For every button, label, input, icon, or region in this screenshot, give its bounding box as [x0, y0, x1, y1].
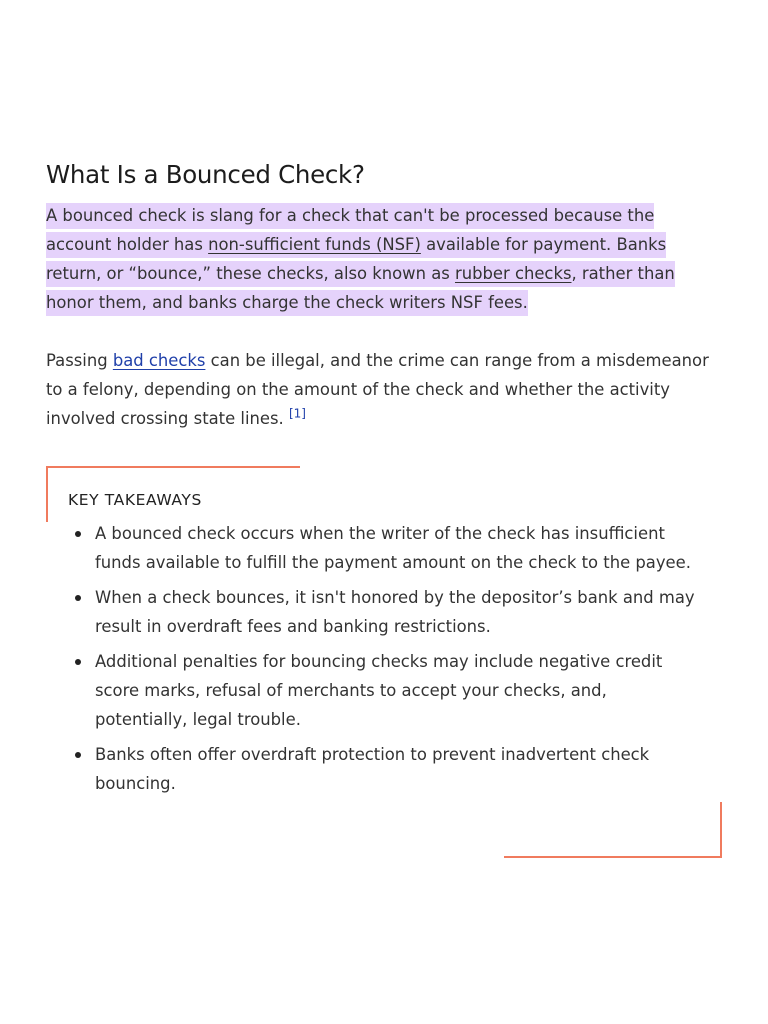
- legal-text-1: Passing: [46, 351, 113, 370]
- legal-text-2: can be illegal, and the crime can range from a misdemeanor to a felony, depending on the amount of the check and whether the activity involved crossing state lines.: [46, 351, 709, 428]
- corner-border-right: [720, 802, 722, 858]
- highlighted-text: [46, 203, 675, 316]
- legal-paragraph: [46, 346, 726, 433]
- key-takeaways-box: [46, 466, 722, 858]
- intro-text-2: available for payment. Banks return, or “bounce,” these checks, also known as: [46, 235, 667, 283]
- list-item: When a check bounces, it isn't honored by the depositor’s bank and may result in overdraft fees and banking restrictions.: [95, 583, 695, 641]
- key-takeaways-list: [95, 519, 695, 804]
- key-takeaways-title: KEY TAKEAWAYS: [68, 491, 202, 509]
- corner-border-left: [46, 466, 48, 522]
- link-bad-checks[interactable]: bad checks: [112, 351, 206, 370]
- intro-text-1: A bounced check is slang for a check that can't be processed because the account holder has: [46, 206, 655, 254]
- link-non-sufficient-funds[interactable]: non-sufficient funds (NSF): [208, 235, 421, 254]
- article-title: What Is a Bounced Check?: [46, 160, 365, 189]
- corner-border-bottom: [504, 856, 722, 858]
- link-rubber-checks[interactable]: rubber checks: [454, 264, 572, 283]
- intro-text-3: , rather than honor them, and banks charge the check writers NSF fees.: [46, 264, 675, 312]
- list-item: A bounced check occurs when the writer of the check has insufficient funds available to fulfill the payment amount on the check to the payee.: [95, 519, 695, 577]
- corner-border-top: [46, 466, 300, 468]
- citation-link[interactable]: [1]: [288, 406, 306, 421]
- intro-paragraph: [46, 201, 706, 317]
- list-item: Additional penalties for bouncing checks may include negative credit score marks, refusal of merchants to accept your checks, and, potentially, legal trouble.: [95, 647, 695, 734]
- list-item: Banks often offer overdraft protection to prevent inadvertent check bouncing.: [95, 740, 695, 798]
